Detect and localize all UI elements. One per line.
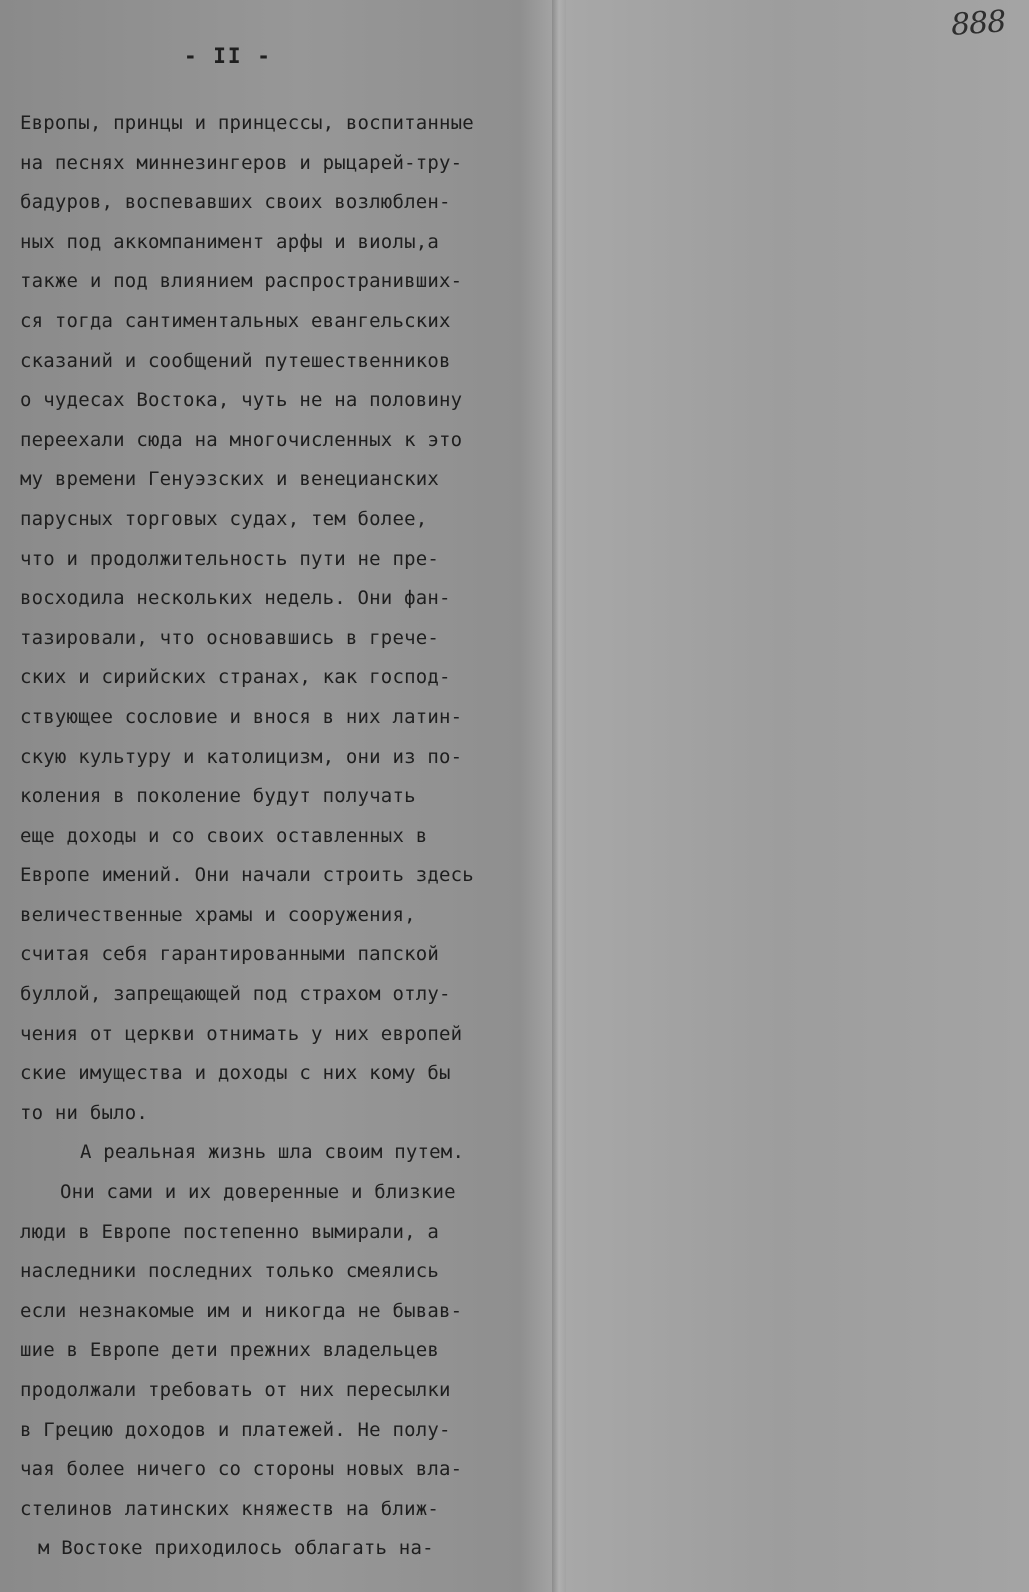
text-line: м Востоке приходилось облагать на-: [38, 1537, 434, 1560]
text-line: му времени Генуэзских и венецианских: [20, 468, 440, 491]
text-line: чая более ничего со стороны новых вла-: [20, 1458, 463, 1481]
text-line: ся тогда сантиментальных евангельских: [20, 309, 451, 332]
text-line: продолжали требовать от них пересылки: [20, 1379, 451, 1401]
text-line: Они сами и их доверенные и близкие: [60, 1181, 456, 1204]
text-line: ских и сирийских странах, как господ-: [20, 666, 451, 689]
text-line: шие в Европе дети прежних владельцев: [20, 1339, 440, 1362]
text-line: на песнях миннезингеров и рыцарей-тру-: [20, 151, 463, 174]
text-line: А реальная жизнь шла своим путем.: [80, 1141, 465, 1164]
text-line: ские имущества и доходы с них кому бы: [20, 1062, 451, 1085]
text-line: буллой, запрещающей под страхом отлу-: [20, 983, 451, 1006]
text-line: о чудесах Востока, чуть не на половину: [20, 389, 463, 412]
text-line: Европе имений. Они начали строить здесь: [20, 864, 474, 887]
text-line: если незнакомые им и никогда не бывав-: [20, 1299, 463, 1322]
text-line: ных под аккомпанимент арфы и виолы,а: [20, 230, 440, 253]
typewritten-text: [20, 104, 560, 1569]
text-line: скую культуру и католицизм, они из по-: [20, 745, 463, 768]
text-line: Европы, принцы и принцессы, воспитанные: [20, 112, 474, 134]
text-line: еще доходы и со своих оставленных в: [20, 824, 428, 847]
text-line: парусных торговых судах, тем более,: [20, 507, 428, 530]
text-line: что и продолжительность пути не пре-: [20, 547, 440, 570]
text-line: чения от церкви отнимать у них европей: [20, 1022, 463, 1045]
text-line: ствующее сословие и внося в них латин-: [20, 705, 463, 728]
archive-folio-number: 888: [949, 4, 1007, 43]
text-line: переехали сюда на многочисленных к это: [20, 428, 463, 451]
text-line: также и под влиянием распространивших-: [20, 270, 463, 293]
text-line: тазировали, что основавшись в грече-: [20, 626, 440, 649]
text-line: восходила нескольких недель. Они фан-: [20, 587, 451, 610]
text-line: сказаний и сообщений путешественников: [20, 349, 451, 372]
text-line: наследники последних только смеялись: [20, 1260, 440, 1283]
text-line: стелинов латинских княжеств на ближ-: [20, 1497, 440, 1520]
text-line: величественные храмы и сооружения,: [20, 903, 416, 926]
text-line: коления в поколение будут получать: [20, 785, 416, 808]
text-line: считая себя гарантированными папской: [20, 943, 440, 966]
text-line: то ни было.: [20, 1101, 149, 1124]
text-line: в Грецию доходов и платежей. Не полу-: [20, 1418, 451, 1441]
page-number: - II -: [184, 44, 272, 68]
text-line: люди в Европе постепенно вымирали, а: [20, 1220, 440, 1243]
text-line: бадуров, воспевавших своих возлюблен-: [20, 191, 451, 214]
